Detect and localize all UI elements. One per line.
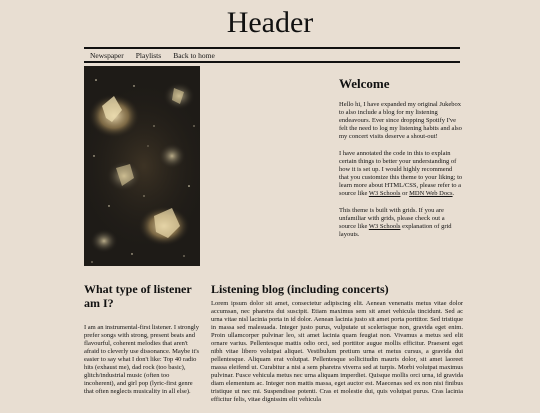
nav-item-back-to-home[interactable]: Back to home: [173, 50, 215, 60]
listening-blog-body: Lorem ipsum dolor sit amet, consectetur adipiscing elit. Aenean venenatis metus vitae dolor accumsan, nec pharetra dui suscipit. Etiam maximus sem sit amet vehicula tincidunt. Sed ac urna vitae nisl lacinia porta in id dolor. Aenean lacinia justo sit amet porta porttitor. Sed tristique in massa sed malesuada. Integer justo purus, vulputate ut scelerisque non, gravida eget enim. Proin ullamcorper pulvinar leo, sit amet lacinia quam feugiat non. Vivamus a metus sed elit ornare varius. Pellentesque mattis odio orci, sed porttitor augue mollis efficitur. Praesent eget nibh vitae libero volutpat aliquet. Vestibulum pretium urna et metus cursus, a gravida dui pellentesque. Aliquam erat volutpat. Pellentesque sollicitudin mauris dolor, sit amet laoreet massa eleifend ut. Curabitur a nisi a sem pharetra viverra sed at turpis. Morbi volutpat maximus pulvinar. Fusce vehicula metus nec urna aliquam imperdiet. Quisque mollis orci urna, id gravida diam elementum ac. Integer non mattis massa, eget auctor est. Maecenas sed ex non nisi finibus tristique ut nec mi. Suspendisse potenti. Cras et molestie dui, quis volutpat purus. Cras lacinia efficitur felis, vitae dignissim elit vehicula: [211, 300, 463, 403]
listening-blog-heading: Listening blog (including concerts): [211, 282, 389, 296]
welcome-paragraph-3: This theme is built with grids. If you are unfamiliar with grids, please check out a source like W3 Schools explanation of grid layouts.: [339, 207, 452, 238]
page-title: Header: [226, 6, 314, 39]
nav-item-playlists[interactable]: Playlists: [135, 50, 162, 60]
welcome-heading: Welcome: [339, 76, 390, 91]
listener-type-section: [84, 282, 202, 405]
mdn-web-docs-link[interactable]: MDN Web Docs: [409, 190, 453, 197]
listener-type-heading: What type of listener am I?: [84, 282, 192, 310]
w3schools-link[interactable]: W3 Schools: [368, 190, 401, 197]
welcome-paragraph-1: Hello hi, I have expanded my original Jukebox to also include a blog for my listening endeavours. Ever since dropping Spotify I've felt the need to log my listening habits and also my concert visits deserve a shout-out!: [339, 101, 462, 140]
listening-blog-section: [211, 282, 463, 413]
top-nav: [84, 47, 460, 63]
listener-type-body: I am an instrumental-first listener. I strongly prefer songs with strong, present beats and flavourful, coherent melodies that aren't afraid to cleverly use dissonance. Maybe it's easier to say what I don't like: Top 40 radio hits (exhaust me), dad rock (too basic), glitch/industrial music (often too incoherent), and girl pop (lyric-first genre that often neglects musicality in all else).: [84, 324, 200, 395]
w3schools-grid-link[interactable]: W3 Schools: [368, 223, 401, 230]
nav-item-newspaper[interactable]: Newspaper: [90, 50, 124, 60]
welcome-section: [339, 76, 463, 248]
welcome-paragraph-2: I have annotated the code in this to explain certain things to better your understanding of how it is set up. I would highly recommend that you customize this theme to your liking; to learn more about HTML/CSS, please refer to a source like W3 Schools or MDN Web Docs.: [339, 150, 463, 197]
hero-image: [84, 66, 200, 266]
